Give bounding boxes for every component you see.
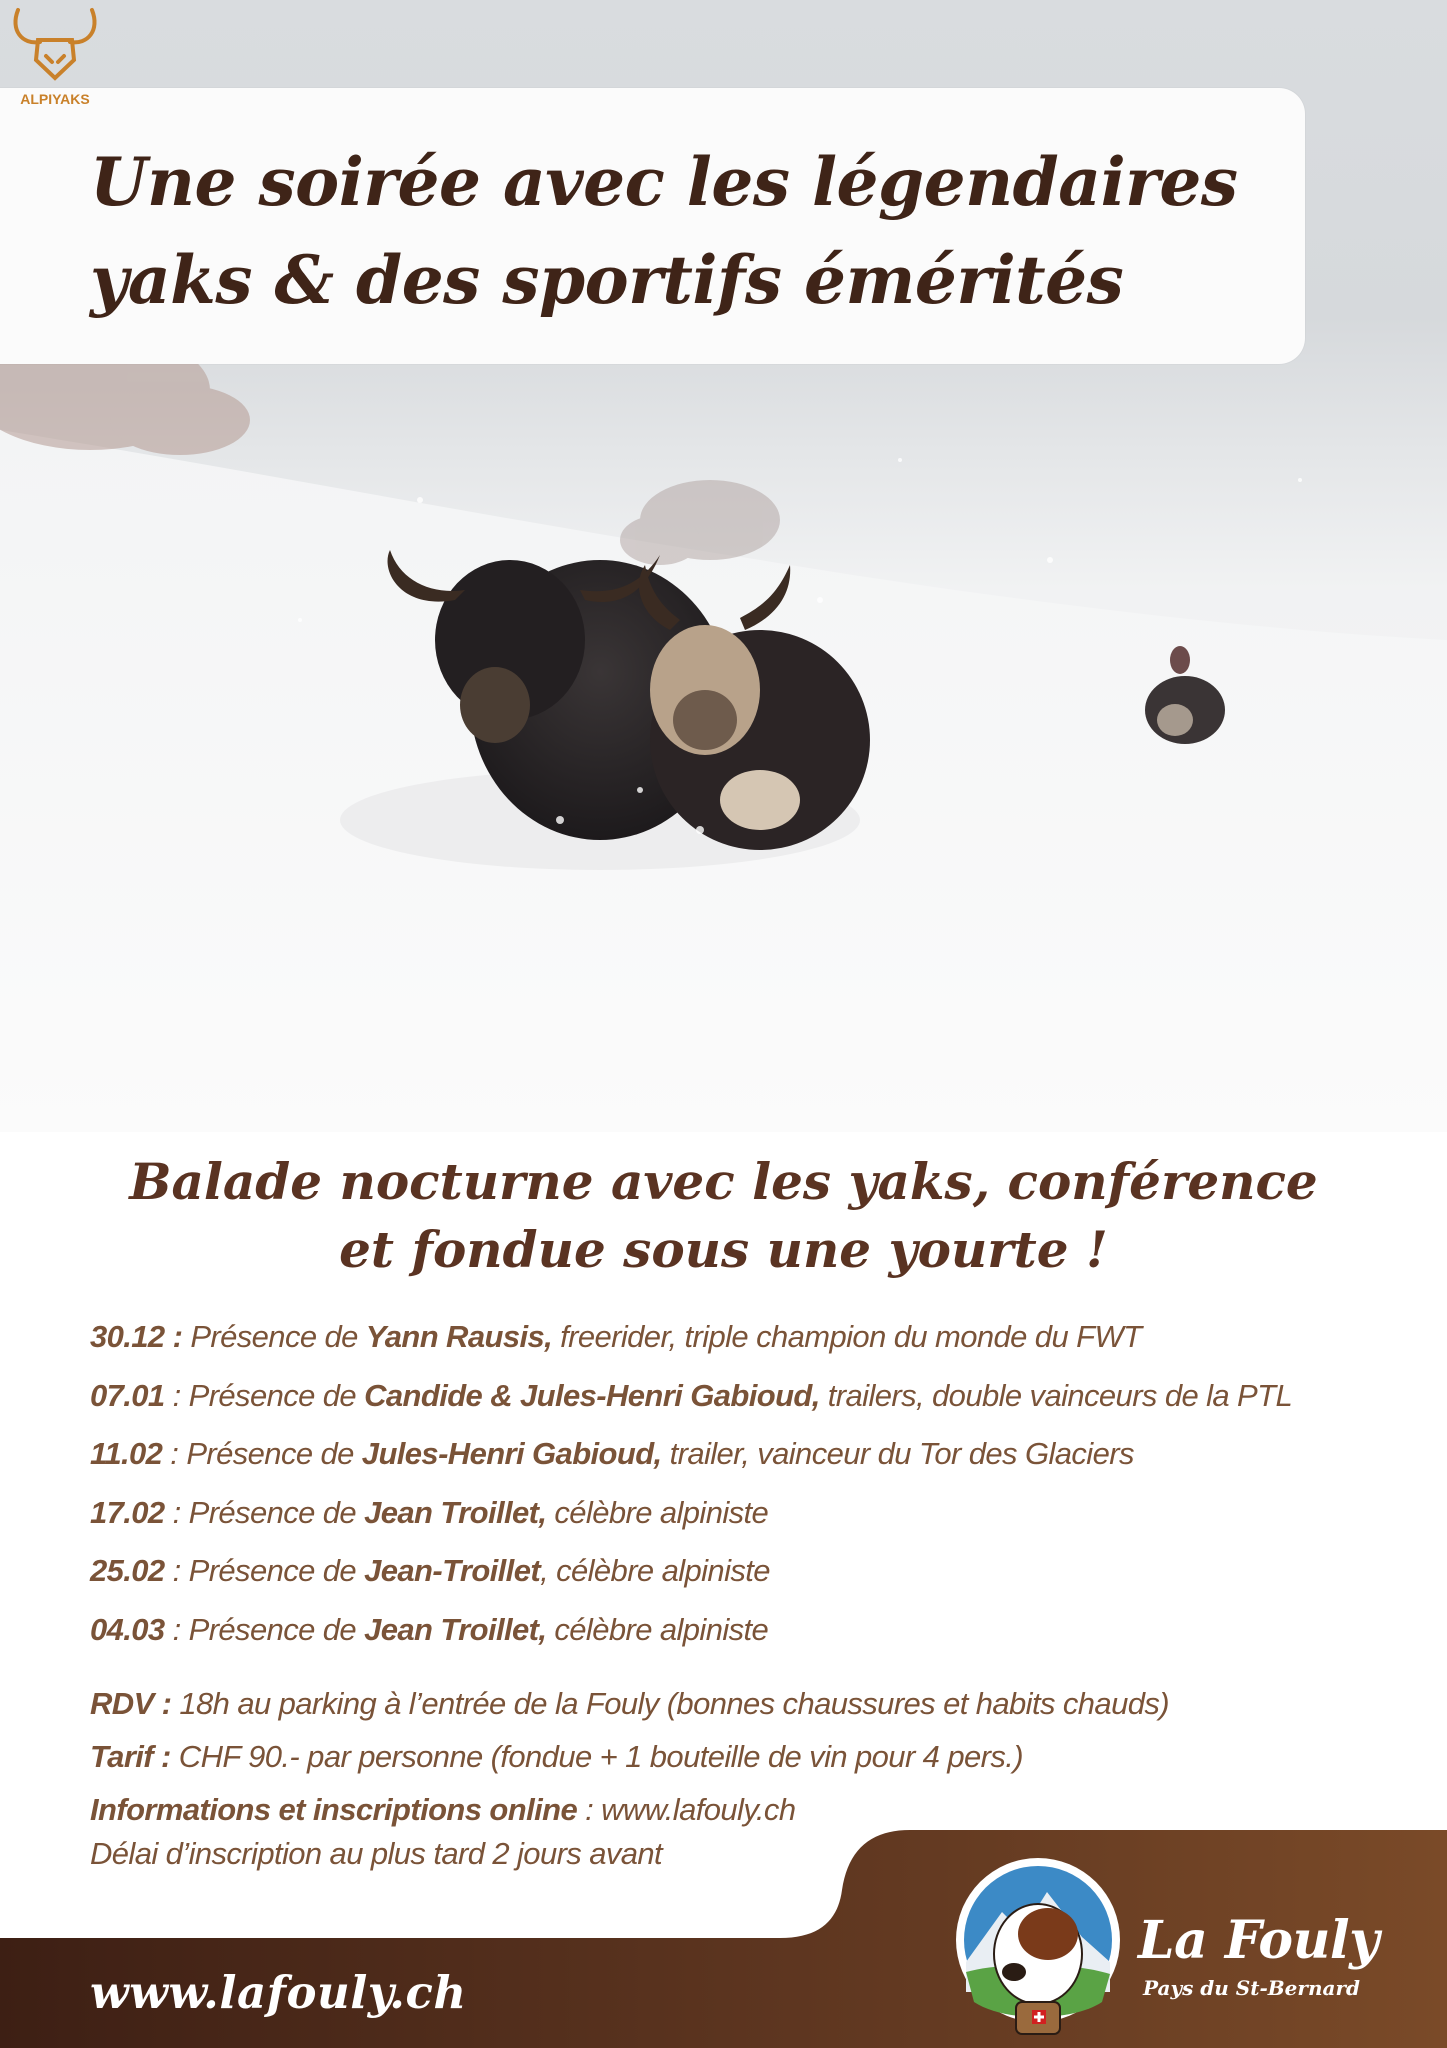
alpiyaks-logo-text: ALPIYAKS <box>20 91 90 107</box>
rdv-label: RDV : <box>90 1686 172 1721</box>
footer-website-link[interactable]: www.lafouly.ch <box>90 1966 467 2019</box>
event-item <box>90 1371 1420 1430</box>
event-guest: Yann Rausis, <box>365 1319 553 1354</box>
event-desc: freerider, triple champion du monde du FWT <box>552 1319 1142 1354</box>
event-list <box>90 1312 1420 1663</box>
event-desc: trailers, double vainceurs de la PTL <box>819 1377 1293 1413</box>
event-item <box>90 1546 1420 1605</box>
registration-label: Informations et inscriptions online <box>90 1792 578 1827</box>
event-item <box>90 1605 1420 1664</box>
event-pre: : Présence de <box>164 1377 365 1413</box>
event-guest: Candide & Jules-Henri Gabioud, <box>364 1377 820 1413</box>
alpiyaks-yak-head-icon <box>0 0 110 110</box>
event-date: 04.03 <box>90 1611 165 1647</box>
event-item <box>90 1429 1420 1488</box>
tarif-line <box>90 1735 1390 1779</box>
event-date: 25.02 <box>90 1553 165 1588</box>
event-date: 17.02 <box>90 1494 165 1530</box>
event-item <box>90 1488 1420 1547</box>
event-pre: : Présence de <box>164 1553 365 1588</box>
registration-url[interactable]: : www.lafouly.ch <box>577 1792 796 1827</box>
headline <box>90 133 1290 329</box>
brand-tagline: Pays du St-Bernard <box>1143 1976 1360 2000</box>
brand-name: La Fouly <box>1138 1910 1379 1971</box>
event-date: 07.01 <box>90 1377 165 1413</box>
event-pre: : Présence de <box>164 1494 365 1530</box>
event-date: 11.02 <box>90 1436 163 1471</box>
event-pre: : Présence de <box>164 1611 365 1647</box>
bush-right <box>620 480 780 565</box>
event-guest: Jean Troillet, <box>364 1611 547 1647</box>
registration-line <box>90 1788 1390 1832</box>
event-pre: : Présence de <box>162 1436 362 1471</box>
event-desc: , célèbre alpiniste <box>540 1553 770 1588</box>
tarif-text: CHF 90.- par personne (fondue + 1 bouteille de vin pour 4 pers.) <box>170 1739 1023 1774</box>
subtitle <box>0 1148 1447 1284</box>
event-pre: Présence de <box>182 1319 366 1354</box>
event-guest: Jean Troillet, <box>364 1494 547 1530</box>
event-guest: Jules-Henri Gabioud, <box>361 1436 662 1471</box>
event-desc: trailer, vainceur du Tor des Glaciers <box>661 1436 1134 1471</box>
rdv-text: 18h au parking à l’entrée de la Fouly (bonnes chaussures et habits chauds) <box>171 1686 1169 1721</box>
deadline-line: Délai d’inscription au plus tard 2 jours avant <box>90 1836 663 1871</box>
event-desc: célèbre alpiniste <box>546 1611 769 1647</box>
tarif-label: Tarif : <box>90 1739 171 1774</box>
event-date: 30.12 : <box>90 1319 183 1354</box>
subtitle-line-1: Balade nocturne avec les yaks, conférence <box>129 1152 1318 1211</box>
event-desc: célèbre alpiniste <box>546 1494 769 1530</box>
headline-line-1: Une soirée avec les légendaires <box>90 143 1238 221</box>
event-guest: Jean-Troillet <box>364 1553 541 1588</box>
subtitle-line-2: et fondue sous une yourte ! <box>339 1220 1108 1279</box>
st-bernard-dog-badge-icon <box>952 1852 1124 2042</box>
rdv-line <box>90 1682 1390 1726</box>
headline-line-2: yaks & des sportifs émérités <box>90 241 1124 319</box>
event-item <box>90 1312 1420 1371</box>
